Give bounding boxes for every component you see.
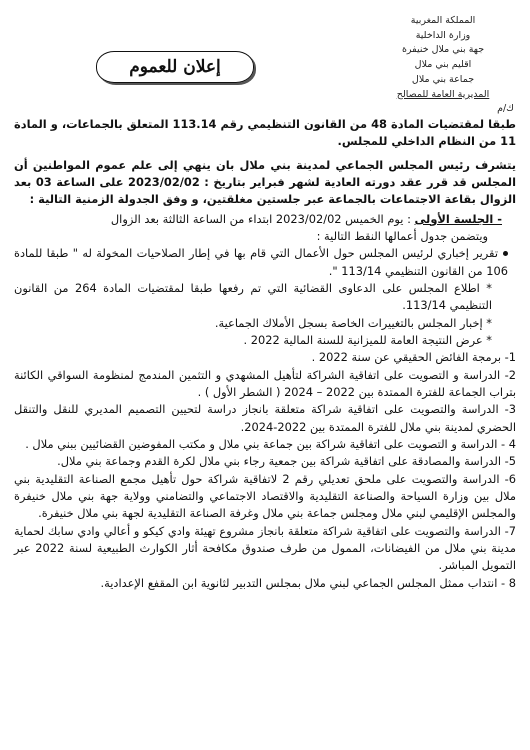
document-body (14, 116, 516, 592)
session-heading (14, 211, 516, 228)
agenda-item: 4 - الدراسة و التصويت على اتفاقية شراكة بين جماعة بني ملال و مكتب المفوضين القضائيين ببني ملال . (25, 436, 516, 451)
reference-code: ك/م (497, 103, 514, 115)
agenda-item: 7- الدراسة والتصويت على اتفاقية شراكة متعلقة بانجاز مشروع تهيئة وادي كيكو و أعالي وادي سابك لحماية مدينة بني ملال من الفيضانات، الممول من طرف صندوق مكافحة أثار الكوارث الطبيعية لسنة 2022 عبر التمويل المباشر. (14, 523, 517, 573)
agenda-bullet: تقرير إخباري لرئيس المجلس حول الأعمال التي قام بها في إطار الصلاحيات المخولة له " طبقا للمادة 106 من القانون التنظيمي 113/14 ". (14, 246, 508, 278)
agenda-bullet: * عرض النتيجة العامة للميزانية للسنة المالية 2022 . (243, 332, 492, 347)
letterhead-province: اقليم بني ملال (414, 59, 472, 71)
agenda-item: 3- الدراسة والتصويت على اتفاقية شراكة متعلقة بانجاز دراسة لتحيين التصميم المديري للنقل والتنقل الحضري لمدينة بني ملال للفترة الممتدة بين 2022-2024. (14, 402, 516, 434)
agenda-item: 8 - انتداب ممثل المجلس الجماعي لبني ملال بمجلس التدبير لثانوية ابن المقفع الإعدادية. (100, 575, 516, 590)
agenda-item: 2- الدراسة و التصويت على اتفاقية الشراكة لتأهيل المشهدي و التثمين المندمج لمنظومة السواقي الكائنة بتراب الجماعة للفترة الممتدة بين 2022 – 2024 ( الشطر الأول ) . (14, 367, 516, 399)
session-agenda-intro: ويتضمن جدول أعمالها النقط التالية : (316, 228, 488, 243)
agenda-bullet: * إخبار المجلس بالتغييرات الخاصة بسجل الأملاك الجماعية. (214, 315, 492, 330)
agenda-item: 1- برمجة الفائض الحقيقي عن سنة 2022 . (311, 350, 516, 365)
session-label: - الجلسة الأولى (414, 211, 502, 226)
letterhead-directorate: المديرية العامة للمصالح (396, 88, 490, 100)
session-datetime: : يوم الخميس 2023/02/02 ابتداء من الساعة الثالثة بعد الزوال (110, 211, 411, 226)
agenda-item: 6- الدراسة والتصويت على ملحق تعديلي رقم 2 لاتفاقية شراكة حول تأهيل مجمع الصناعة التقليدية بني ملال بين وزارة السياحة والصناعة التقليدية والاقتصاد الاجتماعي والتضامني وولاية جهة بني ملال خنيفرة والمجلس الإقليمي لبني ملال ومجلس جماعة بني ملال وغرفة الصناعة التقليدية لجهة بني ملال خنيفرة. (14, 471, 517, 521)
letterhead-region: جهة بني ملال خنيفرة (401, 44, 485, 56)
letterhead-commune: جماعة بني ملال (411, 73, 475, 85)
agenda-bullet: * اطلاع المجلس على الدعاوى القضائية التي تم رفعها طبقا لمقتضيات المادة 264 من القانون التنظيمي 113/14. (14, 280, 492, 313)
announcement-paragraph: يتشرف رئيس المجلس الجماعي لمدينة بني ملال بان ينهي إلى علم عموم المواطنين أن المجلس قد قرر عقد دورته العادية لشهر فبراير بتاريخ : 2023/02/02 على الساعة 03 بعد الزوال بقاعة الاجتماعات بالجماعة عبر جلستين مغلقتين، و وفق الجدولة الزمنية التالية : (14, 157, 516, 207)
agenda-item: 5- الدراسة والمصادقة على اتفاقية شراكة بين جمعية رجاء بني ملال لكرة القدم وجماعة بني ملال. (57, 454, 516, 469)
announcement-title: إعلان للعموم (96, 51, 254, 83)
letterhead (368, 14, 518, 117)
bullet-icon (503, 251, 508, 256)
letterhead-kingdom: المملكة المغربية (410, 15, 476, 26)
legal-basis-paragraph: طبقا لمقتضيات المادة 48 من القانون التنظيمي رقم 113.14 المتعلق بالجماعات، و المادة 11 من النظام الداخلي للمجلس. (14, 117, 516, 149)
letterhead-ministry: وزارة الداخلية (415, 29, 471, 41)
